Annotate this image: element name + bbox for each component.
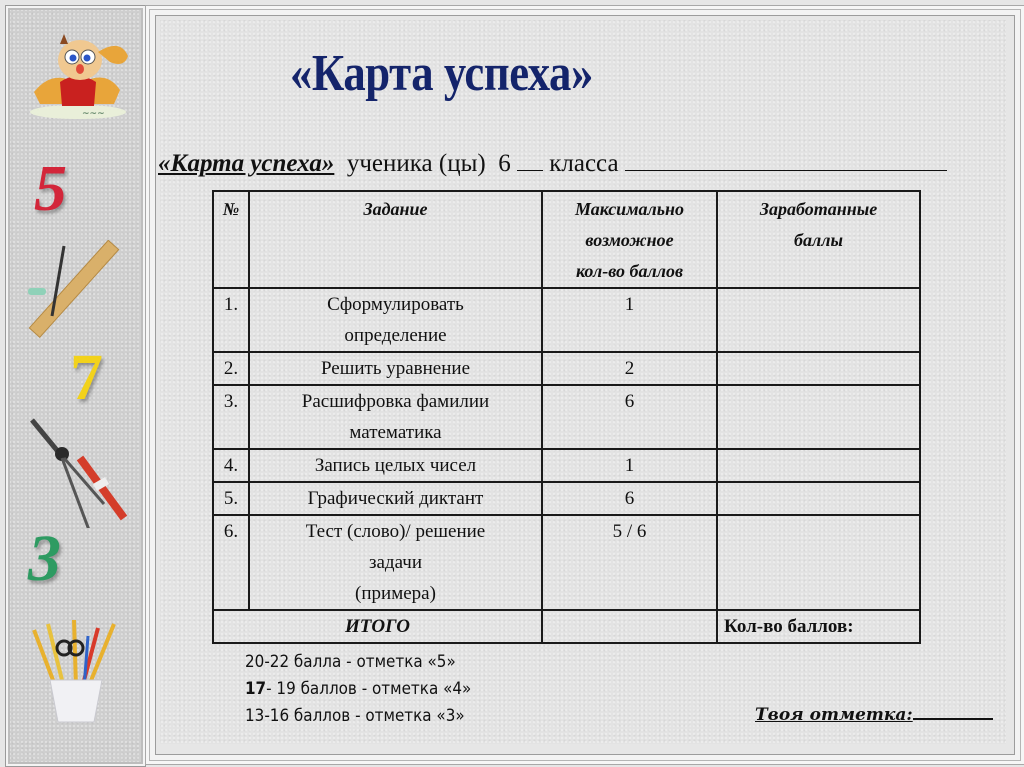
row-earned-points[interactable] <box>717 515 920 610</box>
subtitle-emphasis: «Карта успеха» <box>158 150 335 177</box>
header-task: Задание <box>249 191 542 288</box>
row-max-points: 2 <box>542 352 717 385</box>
row-number: 2. <box>213 352 249 385</box>
row-max-points: 6 <box>542 385 717 449</box>
row-task: Графический диктант <box>249 482 542 515</box>
total-label: ИТОГО <box>213 610 542 643</box>
header-number: № <box>213 191 249 288</box>
row-max-points: 1 <box>542 449 717 482</box>
subtitle-grade: 6 <box>498 150 511 177</box>
your-mark-label: Твоя отметка: <box>755 705 913 725</box>
ruler-pencil-icon <box>22 240 122 350</box>
task-line: математика <box>349 422 442 443</box>
subtitle-line <box>158 150 1024 178</box>
compass-icon <box>28 418 128 528</box>
header-earned-line2: баллы <box>794 230 843 250</box>
row-earned-points[interactable] <box>717 449 920 482</box>
task-line: Тест (слово)/ решение <box>305 521 486 542</box>
table-row <box>213 385 920 449</box>
row-number: 4. <box>213 449 249 482</box>
grade-range-bold: 17 <box>245 679 267 698</box>
task-line: задачи <box>368 552 422 573</box>
total-max-points <box>542 610 717 643</box>
table-row <box>213 352 920 385</box>
table-total-row <box>213 610 920 643</box>
row-earned-points[interactable] <box>717 352 920 385</box>
table-row <box>213 449 920 482</box>
grade-mark: - отметка «3» <box>350 706 465 725</box>
subtitle-class-text: класса <box>549 150 619 177</box>
grading-scale <box>245 648 471 729</box>
row-max-points: 5 / 6 <box>542 515 717 610</box>
student-name-blank[interactable] <box>625 150 947 171</box>
row-max-points: 1 <box>542 288 717 352</box>
row-number: 5. <box>213 482 249 515</box>
row-task <box>249 385 542 449</box>
table-row <box>213 288 920 352</box>
header-max-points <box>542 191 717 288</box>
row-task: Запись целых чисел <box>249 449 542 482</box>
header-max-line2: возможное <box>585 230 674 250</box>
grade-line-4 <box>245 675 471 702</box>
table-row <box>213 482 920 515</box>
row-number: 1. <box>213 288 249 352</box>
row-number: 3. <box>213 385 249 449</box>
digit-seven-icon: 7 <box>70 341 103 414</box>
row-earned-points[interactable] <box>717 482 920 515</box>
row-earned-points[interactable] <box>717 288 920 352</box>
row-task <box>249 515 542 610</box>
task-line: Расшифровка фамилии <box>301 391 490 412</box>
grade-mark: - отметка «5» <box>341 652 456 671</box>
grade-range: 20-22 балла <box>245 652 342 671</box>
row-earned-points[interactable] <box>717 385 920 449</box>
digit-five-icon: 5 <box>34 152 67 225</box>
header-max-line1: Максимально <box>575 199 684 219</box>
table-row <box>213 515 920 610</box>
header-max-line3: кол-во баллов <box>575 261 684 281</box>
row-max-points: 6 <box>542 482 717 515</box>
your-mark-field <box>755 703 993 725</box>
total-points-label[interactable]: Кол-во баллов: <box>717 610 920 643</box>
table-header-row <box>213 191 920 288</box>
grade-line-3 <box>245 702 471 729</box>
header-earned-line1: Заработанные <box>759 199 878 219</box>
subtitle-student-text: ученика (цы) <box>346 150 486 177</box>
success-card-table <box>212 190 921 644</box>
grade-range: 13-16 баллов <box>245 706 351 725</box>
your-mark-blank[interactable] <box>913 703 993 720</box>
owl-icon <box>20 32 135 120</box>
class-letter-blank[interactable] <box>517 150 543 171</box>
svg-text:~~~: ~~~ <box>82 109 105 119</box>
grade-range: - 19 баллов <box>266 679 357 698</box>
task-line: Сформулировать <box>327 294 464 315</box>
digit-three-icon: 3 <box>28 522 61 595</box>
row-number: 6. <box>213 515 249 610</box>
header-earned-points <box>717 191 920 288</box>
page-title: «Карта успеха» <box>290 45 593 102</box>
pencil-cup-icon <box>26 618 126 728</box>
row-task <box>249 288 542 352</box>
grade-mark: - отметка «4» <box>356 679 472 698</box>
task-line: (примера) <box>355 583 436 604</box>
row-task: Решить уравнение <box>249 352 542 385</box>
grade-line-5 <box>245 648 471 675</box>
task-line: определение <box>344 325 447 346</box>
